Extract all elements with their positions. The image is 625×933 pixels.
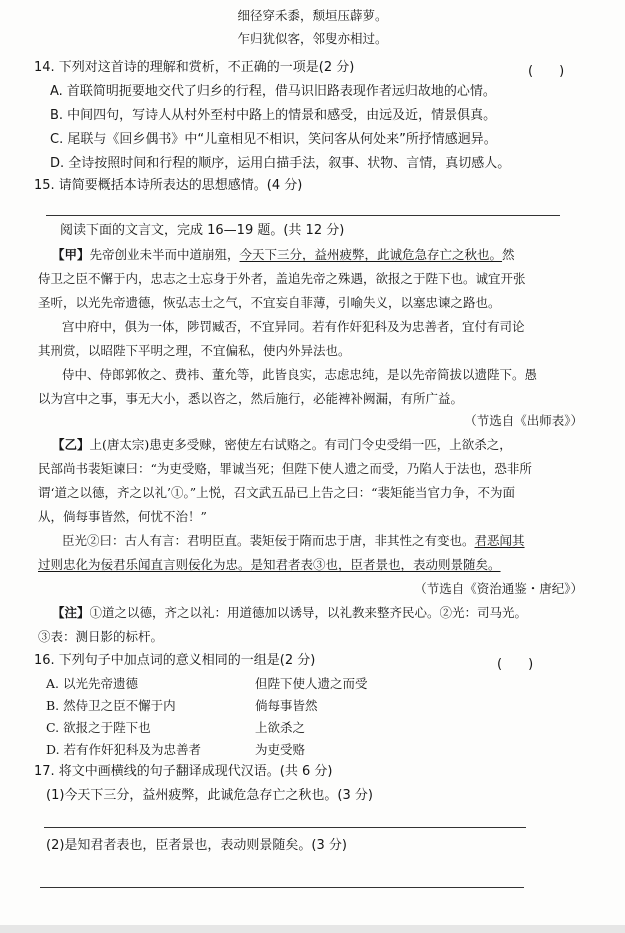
jia-para2-line1: 宫中府中，俱为一体，陟罚臧否，不宜异同。若有作奸犯科及为忠善者，宜付有司论 <box>62 319 525 334</box>
q14-stem: 14. 下列对这首诗的理解和赏析，不正确的一项是(2 分) <box>34 60 355 75</box>
yi-text: 上(唐太宗)患吏多受赇，密使左右试赂之。有司门令史受绢一匹，上欲杀之， <box>89 437 512 452</box>
jia-para1-line2: 侍卫之臣不懈于内，忠志之士忘身于外者，盖追先帝之殊遇，欲报之于陛下也。诚宜开张 <box>38 271 526 286</box>
jia-para3-line2: 以为宫中之事，事无大小，悉以咨之，然后施行，必能裨补阙漏，有所广益。 <box>38 391 464 406</box>
q17-stem: 17. 将文中画横线的句子翻译成现代汉语。(共 6 分) <box>34 764 333 779</box>
q16-option-c-left: C. 欲报之于陛下也 <box>46 720 151 735</box>
q16-option-a-left: A. 以光先帝遗德 <box>46 676 138 691</box>
jia-text-b: 然 <box>502 247 515 262</box>
yi-underlined-mid: 过则忠化为佞君乐闻直言则佞化为忠。 <box>38 557 251 572</box>
q16-answer-paren: ( ) <box>497 657 534 672</box>
q16-option-d-left: D. 若有作奸犯科及为忠善者 <box>46 742 202 757</box>
yi-para1-line2: 民部尚书裴矩谏曰：“为吏受赂，罪诚当死；但陛下使人遗之而受，乃陷人于法也，恐非所 <box>38 461 532 476</box>
note-text: ①道之以德，齐之以礼：用道德加以诱导，以礼教来整齐民心。②光：司马光。 <box>89 605 528 620</box>
q14-option-a: A. 首联简明扼要地交代了归乡的行程，借马识旧路表现作者远归故地的心情。 <box>50 84 496 99</box>
poem-line-2: 乍归犹似客，邻叟亦相过。 <box>237 31 388 46</box>
q14-option-b: B. 中间四句，写诗人从村外至村中路上的情景和感受，由远及近，情景俱真。 <box>50 108 497 123</box>
note-tag: 【注】 <box>52 605 90 620</box>
poem-line-1: 细径穿禾黍，颓垣压薜萝。 <box>237 8 388 23</box>
q17-answer-line-2[interactable] <box>40 887 524 888</box>
jia-source: （节选自《出师表》） <box>464 413 583 428</box>
q16-option-d-right: 为吏受赂 <box>255 742 306 757</box>
q16-option-a-right: 但陛下使人遗之而受 <box>255 676 368 691</box>
jia-tag: 【甲】 <box>52 247 90 262</box>
jia-para3-line1: 侍中、侍郎郭攸之、费祎、董允等，此皆良实，志虑忠纯，是以先帝简拔以遗陛下。愚 <box>62 367 538 382</box>
yi-underlined-start: 君恶闻其 <box>474 533 525 548</box>
q14-answer-paren: ( ) <box>528 64 565 79</box>
yi-para1-line3: 谓‘道之以德，齐之以礼’①。”上悦，召文武五品已上告之曰：“裴矩能当官力争，不为面 <box>38 485 515 500</box>
q17-answer-line-1[interactable] <box>44 827 526 828</box>
q15-answer-line[interactable] <box>46 215 560 216</box>
jia-para2-line2: 其刑赏，以昭陛下平明之理，不宜偏私，使内外异法也。 <box>38 343 351 358</box>
q14-option-c: C. 尾联与《回乡偶书》中“儿童相见不相识，笑问客从何处来”所抒情感迥异。 <box>50 132 497 147</box>
q16-option-b-left: B. 然侍卫之臣不懈于内 <box>46 698 176 713</box>
jia-text-a: 先帝创业未半而中道崩殂， <box>89 247 240 262</box>
notes-line1 <box>52 605 527 621</box>
yi-underlined-end: 是知君者表③也，臣者景也，表动则景随矣。 <box>250 557 501 572</box>
jia-underlined-sentence: 今天下三分，益州疲弊，此诚危急存亡之秋也。 <box>239 247 503 262</box>
q16-option-c-right: 上欲杀之 <box>255 720 306 735</box>
yi-para1-line1 <box>52 437 512 453</box>
jia-para1-line3: 圣听，以光先帝遗德，恢弘志士之气，不宜妄自菲薄，引喻失义，以塞忠谏之路也。 <box>38 295 501 310</box>
jia-para1-line1 <box>52 247 515 263</box>
q15-stem: 15. 请简要概括本诗所表达的思想感情。(4 分) <box>34 178 303 193</box>
yi-para2-line1 <box>62 533 525 549</box>
reading-intro: 阅读下面的文言文，完成 16—19 题。(共 12 分) <box>60 223 345 238</box>
q16-option-b-right: 倘每事皆然 <box>255 698 318 713</box>
page-bottom-edge <box>0 925 625 933</box>
q17-sentence-1: (1)今天下三分，益州疲弊，此诚危急存亡之秋也。(3 分) <box>46 788 373 803</box>
yi-para2-line2 <box>38 557 501 573</box>
yi-para2-text: 臣光②曰：古人有言：君明臣直。裴矩佞于隋而忠于唐，非其性之有变也。 <box>62 533 475 548</box>
yi-tag: 【乙】 <box>52 437 90 452</box>
notes-line2: ③表：测日影的标杆。 <box>38 629 164 644</box>
q17-sentence-2: (2)是知君者表也，臣者景也，表动则景随矣。(3 分) <box>46 838 347 853</box>
q16-stem: 16. 下列句子中加点词的意义相同的一组是(2 分) <box>34 653 316 668</box>
yi-source: （节选自《资治通鉴・唐纪》） <box>414 581 583 596</box>
yi-para1-line4: 从，倘每事皆然，何忧不治！” <box>38 509 207 524</box>
q14-option-d: D. 全诗按照时间和行程的顺序，运用白描手法，叙事、状物、言情，真切感人。 <box>50 156 511 171</box>
